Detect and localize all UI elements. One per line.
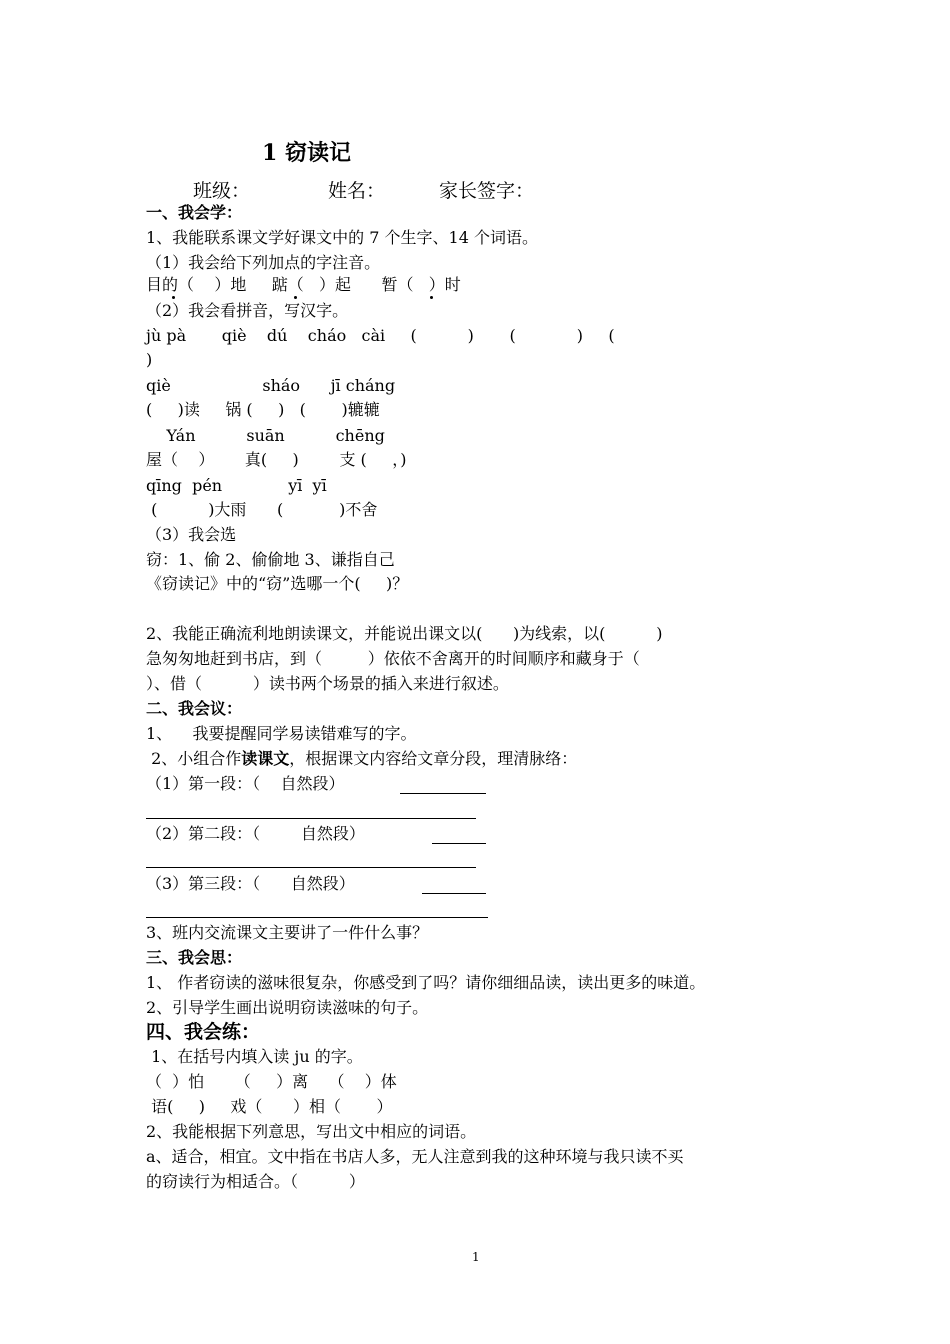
section-4-heading: 四、我会练：	[146, 1021, 261, 1043]
s2-item-2	[146, 748, 577, 770]
s2-item-2-prefix: 2、小组合作	[146, 749, 242, 768]
meaning-choices: 窃：1、偷 2、偷偷地 3、谦指自己	[146, 550, 395, 569]
pinyin-line-1: jù pà qiè dú cháo cài ( ) ( ) (	[146, 326, 615, 345]
answer-underline	[146, 818, 476, 819]
section-2-heading: 二、我会议：	[146, 699, 243, 718]
s2-item-2-suffix: ，根据课文内容给文章分段，理清脉络：	[289, 749, 578, 768]
answer-underline	[146, 867, 476, 868]
s4-row-2: 语( ) 戏（ ）相（ ）	[146, 1097, 393, 1116]
paragraph-1-answer: （1）第一段：（ 自然段）	[146, 774, 345, 793]
answer-underline	[400, 793, 486, 794]
s1-item-2-line-2: 急匆匆地赶到书店，到（ ）依依不舍离开的时间顺序和藏身于（	[146, 649, 640, 668]
s2-item-2-emphasis: 读课文	[241, 749, 290, 768]
answer-underline	[146, 917, 488, 918]
name-label: 姓名：	[328, 180, 386, 202]
s2-item-3: 3、班内交流课文主要讲了一件什么事？	[146, 923, 429, 942]
section-1-heading: 一、我会学：	[146, 203, 243, 222]
hanzi-row-2: 屋（ ） 真( ) 支 ( ，)	[146, 450, 407, 469]
s3-item-1: 1、 作者窃读的滋味很复杂，你感受到了吗？请你细细品读，读出更多的味道。	[146, 973, 706, 992]
s1-q2: （2）我会看拼音，写汉字。	[146, 301, 349, 320]
s1-q1: （1）我会给下列加点的字注音。	[146, 253, 381, 272]
s1-q3: （3）我会选	[146, 525, 237, 544]
page-title: 1 窃读记	[262, 140, 351, 166]
answer-underline	[432, 843, 486, 844]
pinyin-line-3: Yán suān chēng	[146, 426, 385, 445]
pinyin-line-2: qiè sháo jī cháng	[146, 376, 396, 395]
s1-q1-line: 目的（ ）地 踮（ ）起 暂（ ）时	[146, 275, 461, 294]
emphasis-dot	[430, 296, 433, 299]
hanzi-row-3: ( )大雨 ( )不舍	[146, 500, 378, 519]
s2-item-1: 1、 我要提醒同学易读错难写的字。	[146, 724, 417, 743]
paragraph-2-answer: （2）第二段：（ 自然段）	[146, 824, 365, 843]
s4-item-1: 1、在括号内填入读 ju 的字。	[146, 1047, 363, 1066]
emphasis-dot	[294, 296, 297, 299]
page-number: 1	[472, 1250, 480, 1264]
s1-item-1: 1、我能联系课文学好课文中的 7 个生字、14 个词语。	[146, 228, 538, 247]
parent-signature-label: 家长签字：	[439, 180, 535, 202]
s4-item-2: 2、我能根据下列意思，写出文中相应的词语。	[146, 1122, 477, 1141]
pinyin-line-1-wrap: )	[146, 350, 153, 369]
class-label: 班级：	[193, 180, 251, 202]
emphasis-dot	[172, 296, 175, 299]
s1-item-2-line-1: 2、我能正确流利地朗读课文，并能说出课文以( )为线索，以( )	[146, 624, 663, 643]
hanzi-row-1: ( )读 锅 ( ) ( )辘辘	[146, 400, 380, 419]
pinyin-line-4: qīng pén yī yī	[146, 476, 327, 495]
choose-question: 《窃读记》中的“窃”选哪一个( )？	[146, 574, 409, 593]
s4-row-1: （ ）怕 （ ）离 （ ）体	[146, 1072, 397, 1091]
s3-item-2: 2、引导学生画出说明窃读滋味的句子。	[146, 998, 429, 1017]
section-3-heading: 三、我会思：	[146, 948, 243, 967]
answer-underline	[422, 893, 486, 894]
paragraph-3-answer: （3）第三段：（ 自然段）	[146, 874, 355, 893]
s1-item-2-line-3: ）、借（ ）读书两个场景的插入来进行叙述。	[146, 674, 509, 693]
s4-a-line-2: 的窃读行为相适合。（ ）	[146, 1172, 365, 1191]
s4-a-line-1: a、适合，相宜。文中指在书店人多，无人注意到我的这种环境与我只读不买	[146, 1147, 684, 1166]
